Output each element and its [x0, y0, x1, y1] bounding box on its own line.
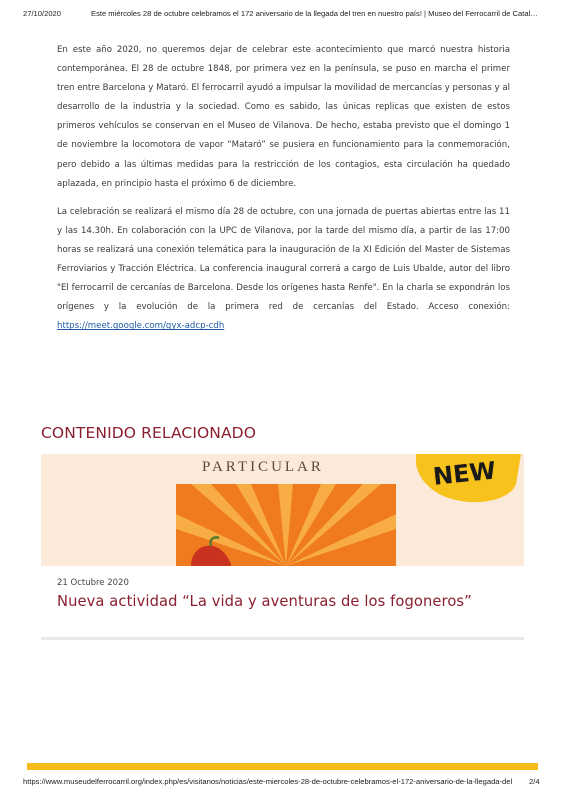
related-content-heading: CONTENIDO RELACIONADO	[41, 424, 257, 442]
print-page-number: 2/4	[529, 777, 540, 786]
new-badge-text: NEW	[431, 456, 498, 491]
article-paragraph-2	[57, 203, 510, 337]
image-caption-text: PARTICULAR	[202, 459, 324, 475]
print-header	[0, 9, 565, 23]
meet-link[interactable]: https://meet.google.com/gyx-adcp-cdh	[57, 321, 225, 332]
print-footer	[0, 777, 565, 791]
related-card-title[interactable]: Nueva actividad “La vida y aventuras de los fogoneros”	[57, 593, 472, 610]
article-body	[57, 41, 510, 345]
article-paragraph-1: En este año 2020, no queremos dejar de celebrar este acontecimiento que marcó nuestra historia contemporánea. El 28 de octubre 1848, por primera vez en la península, se puso en marcha el primer tren entre Barcelona y Mataró. El ferrocarril ayudó a impulsar la movilidad de mercancías y personas y al desarrollo de la industria y la sociedad. Como es sabido, las únicas replicas que existen de estos primeros vehículos se conservan en el Museo de Vilanova. De hecho, estaba previsto que el domingo 1 de noviembre la locomotora de vapor “Mataró” se pusiera en funcionamiento para la conmemoración, pero debido a las últimas medidas para la restricción de los contagios, esta circulación ha quedado aplazada, en principio hasta el próximo 6 de diciembre.	[57, 45, 510, 189]
related-card-image[interactable]	[41, 454, 524, 566]
article-paragraph-2-text: La celebración se realizará el mismo día 28 de octubre, con una jornada de puertas abiertas entre las 11 y las 14.30h. En colaboración con la UPC de Vilanova, por la tarde del mismo día, a partir de las 17:00 horas se realizará una conexión telemática para la inauguración de la XI Edición del Master de Sistemas Ferroviarios y Tracción Eléctrica. La conferencia inaugural correrá a cargo de Luis Ubalde, autor del libro "El ferrocarril de cercanías de Barcelona. Desde los orígenes hasta Renfe". En la charla se expondrán los orígenes y la evolución de la primera red de cercanías del Estado. Acceso conexión:	[57, 206, 510, 313]
card-divider	[41, 637, 524, 640]
print-url: https://www.museudelferrocarril.org/index.php/es/visitanos/noticias/este-miercoles-28-de-octubre-celebramos-el-172-aniversario-de-la-llegada-del	[23, 777, 513, 786]
print-page-title: Este miércoles 28 de octubre celebramos el 172 aniversario de la llegada del tren en nuestro país! | Museo del Ferrocarril de Catal…	[91, 9, 538, 18]
sunburst-illustration	[41, 454, 524, 566]
print-date: 27/10/2020	[23, 9, 62, 18]
footer-accent-bar	[27, 763, 538, 770]
related-card-date: 21 Octubre 2020	[57, 578, 129, 588]
